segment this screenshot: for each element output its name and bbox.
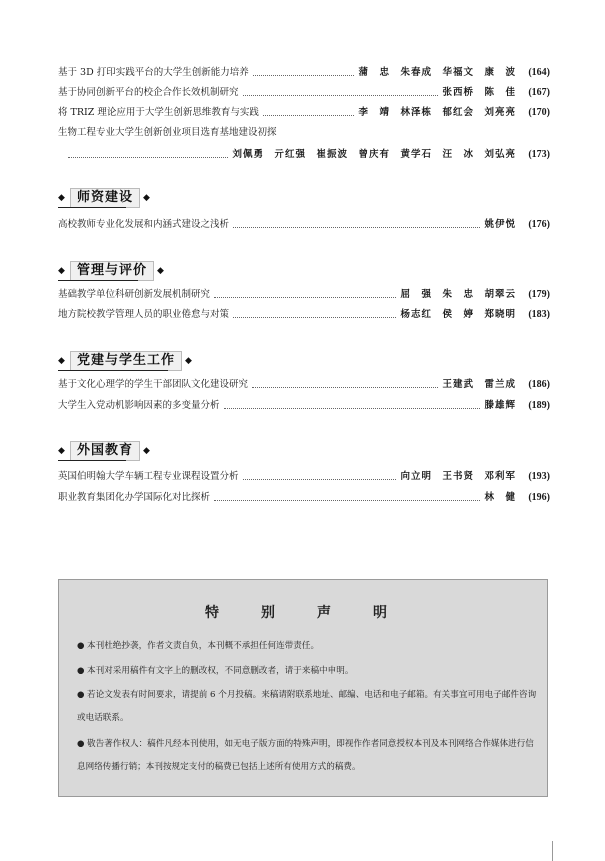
- diamond-icon: ◆: [58, 356, 65, 366]
- entry-page: (186): [528, 379, 550, 390]
- notice-title: 特 别 声 明: [205, 605, 401, 621]
- entry-page: (179): [528, 289, 550, 300]
- entry-page: (193): [528, 471, 550, 482]
- section-label: 党建与学生工作: [70, 351, 182, 371]
- entry-title: 英国伯明翰大学车辆工程专业课程设置分析: [58, 471, 239, 482]
- entry-page: (173): [528, 149, 550, 160]
- special-notice-box: [58, 579, 548, 797]
- toc-entry-multiline-title[interactable]: [58, 125, 550, 141]
- diamond-icon: ◆: [157, 266, 164, 276]
- entry-title: 大学生入党动机影响因素的多变量分析: [58, 400, 220, 411]
- page-edge-mark: [552, 841, 553, 861]
- toc-entry[interactable]: [58, 490, 550, 506]
- entry-title: 基础教学单位科研创新发展机制研究: [58, 289, 211, 300]
- entry-title: 高校教师专业化发展和内涵式建设之浅析: [58, 219, 230, 230]
- entry-authors: 林 健: [484, 492, 516, 503]
- entry-authors: 向立明 王书贤 邓利军: [400, 471, 516, 482]
- section-rule: [58, 207, 126, 208]
- section-header-faculty: [58, 188, 155, 208]
- notice-text: 敬告著作权人：稿件凡经本刊使用，如无电子版方面的特殊声明，即视作作者同意授权本刊及本刊网络合作媒体进行信息网络传播行销；本刊按规定支付的稿费已包括上述所有使用方式的稿费。: [77, 739, 534, 772]
- entry-page: (176): [528, 219, 550, 230]
- leader-dots: [233, 227, 480, 228]
- bullet-icon: ●: [77, 641, 85, 651]
- notice-item: [77, 733, 537, 779]
- entry-page: (164): [528, 67, 550, 78]
- entry-authors: 滕雄辉: [484, 400, 516, 411]
- section-header-party-students: [58, 351, 197, 371]
- section-rule: [58, 370, 168, 371]
- entry-title: 地方院校教学管理人员的职业倦怠与对策: [58, 309, 230, 320]
- toc-entry[interactable]: [58, 105, 550, 121]
- section-header-management: [58, 261, 169, 281]
- bullet-icon: ●: [77, 739, 85, 749]
- toc-entry-multiline-authors[interactable]: [58, 147, 550, 163]
- entry-title: 职业教育集团化办学国际化对比探析: [58, 492, 211, 503]
- notice-text: 本刊杜绝抄袭，作者文责自负，本刊概不承担任何连带责任。: [87, 641, 320, 651]
- diamond-icon: ◆: [143, 446, 150, 456]
- leader-dots: [214, 500, 480, 501]
- entry-title: 生物工程专业大学生创新创业项目选育基地建设初探: [58, 127, 277, 138]
- entry-authors: 姚伊悦: [484, 219, 516, 230]
- diamond-icon: ◆: [58, 446, 65, 456]
- diamond-icon: ◆: [58, 266, 65, 276]
- section-rule: [58, 460, 126, 461]
- toc-entry[interactable]: [58, 85, 550, 101]
- toc-entry[interactable]: [58, 287, 550, 303]
- notice-text: 本刊对采用稿件有文字上的删改权，不同意删改者，请于来稿中申明。: [87, 666, 354, 676]
- notice-item: [77, 660, 537, 683]
- entry-authors: 杨志红 侯 婷 郑晓明: [400, 309, 516, 320]
- notice-item: [77, 684, 537, 730]
- section-label: 师资建设: [70, 188, 140, 208]
- notice-item: [77, 635, 537, 658]
- entry-title: 基于文化心理学的学生干部团队文化建设研究: [58, 379, 249, 390]
- entry-authors: 刘佩勇 亓红强 崔振波 曾庆有 黄学石 汪 冰 刘弘亮: [232, 149, 516, 160]
- entry-page: (189): [528, 400, 550, 411]
- entry-authors: 王建武 雷兰成: [442, 379, 516, 390]
- entry-authors: 李 靖 林泽栋 郁红会 刘亮亮: [358, 107, 516, 118]
- leader-dots: [252, 387, 438, 388]
- entry-page: (170): [528, 107, 550, 118]
- leader-dots: [233, 317, 396, 318]
- toc-entry[interactable]: [58, 469, 550, 485]
- entry-page: (167): [528, 87, 550, 98]
- entry-title: 将 TRIZ 理论应用于大学生创新思维教育与实践: [58, 107, 259, 118]
- entry-page: (196): [528, 492, 550, 503]
- toc-entry[interactable]: [58, 377, 550, 393]
- toc-entry[interactable]: [58, 398, 550, 414]
- diamond-icon: ◆: [58, 193, 65, 203]
- entry-page: (183): [528, 309, 550, 320]
- leader-dots: [243, 95, 439, 96]
- leader-dots: [253, 75, 355, 76]
- section-label: 管理与评价: [70, 261, 154, 281]
- leader-dots: [224, 408, 481, 409]
- toc-entry[interactable]: [58, 217, 550, 233]
- leader-dots: [243, 479, 397, 480]
- bullet-icon: ●: [77, 690, 85, 700]
- diamond-icon: ◆: [143, 193, 150, 203]
- entry-title: 基于协同创新平台的校企合作长效机制研究: [58, 87, 239, 98]
- leader-dots: [214, 297, 396, 298]
- entry-title: 基于 3D 打印实践平台的大学生创新能力培养: [58, 67, 249, 78]
- section-header-foreign-education: [58, 441, 155, 461]
- entry-authors: 蒲 忠 朱春成 华福文 康 波: [358, 67, 516, 78]
- entry-authors: 屈 强 朱 忠 胡翠云: [400, 289, 516, 300]
- leader-dots: [263, 115, 355, 116]
- toc-entry[interactable]: [58, 307, 550, 323]
- entry-authors: 张西桥 陈 佳: [442, 87, 516, 98]
- leader-dots: [68, 157, 228, 158]
- notice-text: 若论文发表有时间要求，请提前 6 个月投稿。来稿请附联系地址、邮编、电话和电子邮箱。有关事宜可用电子邮件咨询或电话联系。: [77, 690, 537, 723]
- diamond-icon: ◆: [185, 356, 192, 366]
- section-rule: [58, 280, 138, 281]
- bullet-icon: ●: [77, 666, 85, 676]
- section-label: 外国教育: [70, 441, 140, 461]
- toc-entry[interactable]: [58, 65, 550, 81]
